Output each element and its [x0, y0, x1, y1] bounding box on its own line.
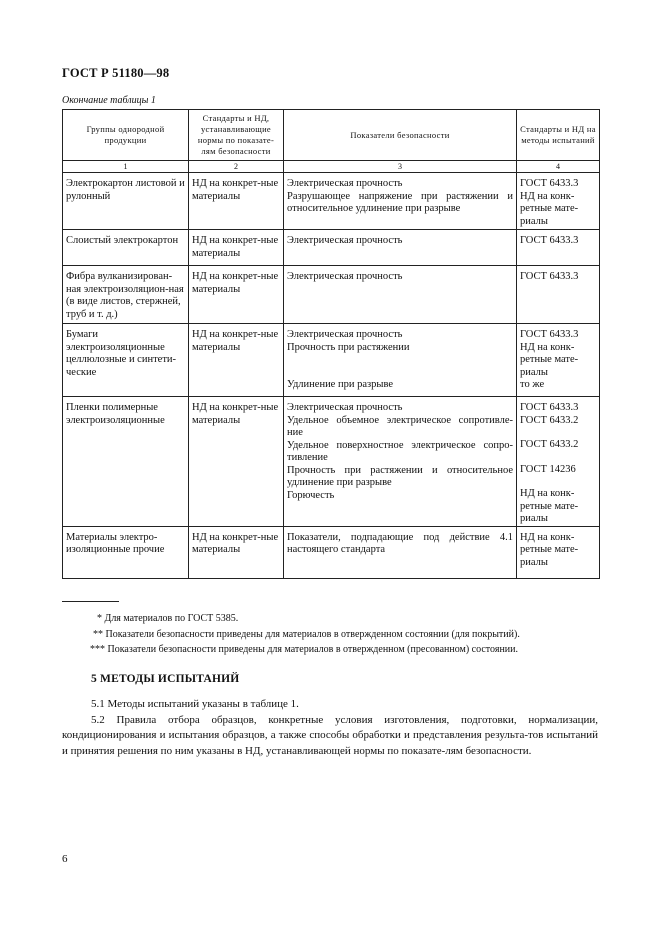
cell-standard: НД на конкрет-ные материалы: [189, 324, 284, 397]
header-product-groups: Группы однородной продукции: [63, 110, 189, 161]
cell-standard: НД на конкрет-ные материалы: [189, 230, 284, 266]
table-row: [63, 324, 600, 397]
column-number: 1: [63, 161, 189, 173]
table-row: [63, 230, 600, 266]
cell-methods: НД на конк-ретные мате-риалы: [517, 526, 600, 578]
cell-standard: НД на конкрет-ные материалы: [189, 526, 284, 578]
header-standards: Стандарты и НД, устанавливающие нормы по показате-лям безопасности: [189, 110, 284, 161]
cell-indicators: Электрическая прочность: [284, 230, 517, 266]
footnotes: [62, 611, 520, 658]
section-title: 5 МЕТОДЫ ИСПЫТАНИЙ: [91, 673, 240, 685]
paragraph: 5.2 Правила отбора образцов, конкретные условия изготовления, подготовки, нормализации, кондиционирования и испытания образцов, а также способы обработки и представления результа-тов испытаний и принятия решения по ним указаны в НД, устанавливающей нормы по показате-лям безопасности.: [62, 713, 598, 757]
cell-methods: ГОСТ 6433.3 НД на конк-ретные мате-риалы то же: [517, 324, 600, 397]
cell-product-group: Фибра вулканизирован-ная электроизоляцион-ная (в виде листов, стержней, труб и т. д.): [63, 266, 189, 324]
table-row: [63, 397, 600, 527]
footnote: * Для материалов по ГОСТ 5385.: [97, 613, 239, 624]
column-number-row: [63, 161, 600, 173]
table-header-row: [63, 110, 600, 161]
column-number: 2: [189, 161, 284, 173]
footnote: ** Показатели безопасности приведены для материалов в отвержденном состоянии (для покрытий).: [93, 628, 520, 640]
column-number: 4: [517, 161, 600, 173]
cell-product-group: Материалы электро-изоляционные прочие: [63, 526, 189, 578]
cell-product-group: Слоистый электрокартон: [63, 230, 189, 266]
table-row: [63, 266, 600, 324]
page-number: 6: [62, 853, 68, 865]
cell-indicators: Показатели, подпадающие под действие 4.1 настоящего стандарта: [284, 526, 517, 578]
header-safety-indicators: Показатели безопасности: [284, 110, 517, 161]
safety-indicators-table: [62, 109, 600, 579]
cell-standard: НД на конкрет-ные материалы: [189, 266, 284, 324]
cell-methods: ГОСТ 6433.3: [517, 266, 600, 324]
cell-product-group: Электрокартон листовой и рулонный: [63, 173, 189, 230]
table-row: [63, 173, 600, 230]
cell-indicators: Электрическая прочность Прочность при растяжении Удлинение при разрыве: [284, 324, 517, 397]
cell-methods: ГОСТ 6433.3 ГОСТ 6433.2 ГОСТ 6433.2 ГОСТ 14236 НД на конк-ретные мате-риалы: [517, 397, 600, 527]
footnote-separator: [62, 601, 119, 602]
cell-standard: НД на конкрет-ные материалы: [189, 173, 284, 230]
table-row: [63, 526, 600, 578]
paragraph: 5.1 Методы испытаний указаны в таблице 1.: [91, 698, 299, 710]
column-number: 3: [284, 161, 517, 173]
cell-product-group: Бумаги электроизоляционные целлюлозные и синтети-ческие: [63, 324, 189, 397]
section-body: [62, 697, 598, 759]
table-caption: Окончание таблицы 1: [62, 95, 156, 106]
cell-indicators: Электрическая прочность Удельное объемное электрическое сопротивле-ние Удельное поверхностное электрическое сопро-тивление Прочность при растяжении и относительное удлинение при разрыве Горючесть: [284, 397, 517, 527]
document-code: ГОСТ Р 51180—98: [62, 66, 170, 80]
cell-product-group: Пленки полимерные электроизоляционные: [63, 397, 189, 527]
footnote: *** Показатели безопасности приведены для материалов в отвержденном (пресованном) состоянии.: [90, 644, 519, 655]
cell-indicators: Электрическая прочность: [284, 266, 517, 324]
cell-indicators: Электрическая прочность Разрушающее напряжение при растяжении и относительное удлинение при разрыве: [284, 173, 517, 230]
cell-standard: НД на конкрет-ные материалы: [189, 397, 284, 527]
cell-methods: ГОСТ 6433.3 НД на конк-ретные мате-риалы: [517, 173, 600, 230]
header-test-methods: Стандарты и НД на методы испытаний: [517, 110, 600, 161]
cell-methods: ГОСТ 6433.3: [517, 230, 600, 266]
